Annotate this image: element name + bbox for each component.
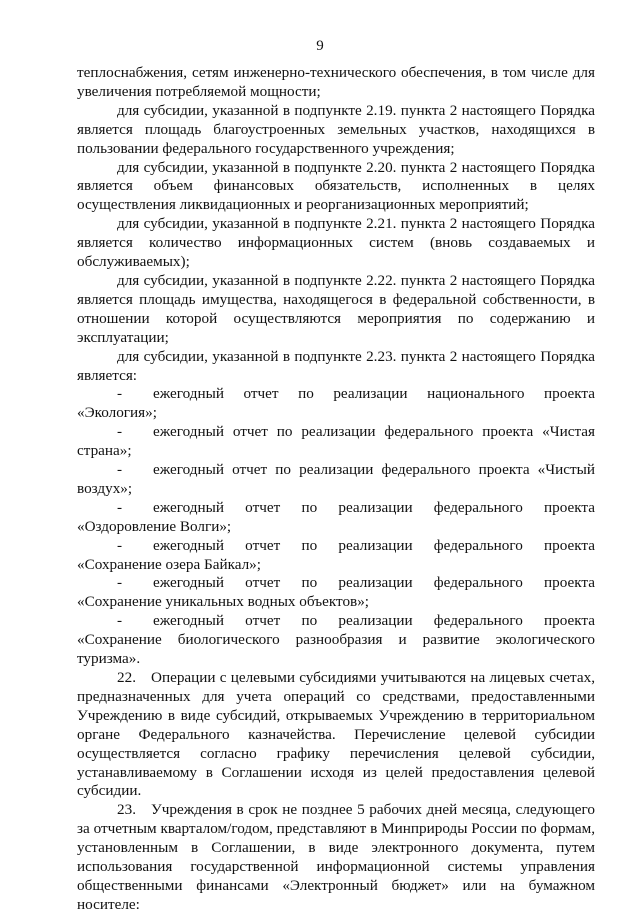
paragraph-continuation: теплоснабжения, сетям инженерно-технического обеспечения, в том числе для увеличения потребляемой мощности; — [77, 64, 595, 100]
paragraph-subsidy-2-21: для субсидии, указанной в подпункте 2.21. пункта 2 настоящего Порядка является количество информационных систем (вновь создаваемых и обслуживаемых); — [77, 215, 595, 271]
list-item-biodiversity: - ежегодный отчет по реализации федерального проекта «Сохранение биологического разнообразия и развитие экологического туризма». — [77, 612, 595, 668]
page-number: 9 — [316, 38, 324, 54]
list-item-clean-air: - ежегодный отчет по реализации федерального проекта «Чистый воздух»; — [77, 461, 595, 497]
paragraph-subsidy-2-23: для субсидии, указанной в подпункте 2.23. пункта 2 настоящего Порядка является: — [77, 347, 595, 384]
list-item-volga: - ежегодный отчет по реализации федерального проекта «Оздоровление Волги»; — [77, 498, 595, 535]
paragraph-22: 22. Операции с целевыми субсидиями учитываются на лицевых счетах, предназначенных для учета операций со средствами, предоставленными Учреждению в виде субсидий, открываемых Учреждению в территориальном органе Федерального казначейства. Перечисление целевой субсидии осуществляется согласно графику перечисления целевой субсидии, устанавливаемому в Соглашении исходя из целей предоставления целевой субсидии. — [77, 669, 595, 800]
list-item-baikal: - ежегодный отчет по реализации федерального проекта «Сохранение озера Байкал»; — [77, 536, 595, 573]
paragraph-subsidy-2-22: для субсидии, указанной в подпункте 2.22. пункта 2 настоящего Порядка является площадь имущества, находящегося в федеральной собственности, в отношении которой осуществляются мероприятия по содержанию и эксплуатации; — [77, 271, 595, 346]
paragraph-23: 23. Учреждения в срок не позднее 5 рабочих дней месяца, следующего за отчетным кварталом/годом, представляют в Минприроды России по формам, установленным в Соглашении, в виде электронного документа, путем использования государственной информационной системы управления общественными финансами «Электронный бюджет» или на бумажном носителе: — [77, 801, 595, 913]
list-item-clean-country: - ежегодный отчет по реализации федерального проекта «Чистая страна»; — [77, 423, 595, 460]
paragraph-subsidy-2-19: для субсидии, указанной в подпункте 2.19. пункта 2 настоящего Порядка является площадь благоустроенных земельных участков, находящихся в пользовании федерального государственного учреждения; — [77, 101, 595, 157]
document-body — [77, 64, 595, 915]
paragraph-subsidy-2-20: для субсидии, указанной в подпункте 2.20. пункта 2 настоящего Порядка является объем финансовых обязательств, исполненных в целях осуществления ликвидационных и реорганизационных мероприятий; — [77, 158, 595, 214]
list-item-water-objects: - ежегодный отчет по реализации федерального проекта «Сохранение уникальных водных объектов»; — [77, 574, 595, 611]
list-item-ecology: - ежегодный отчет по реализации национального проекта «Экология»; — [77, 385, 595, 422]
